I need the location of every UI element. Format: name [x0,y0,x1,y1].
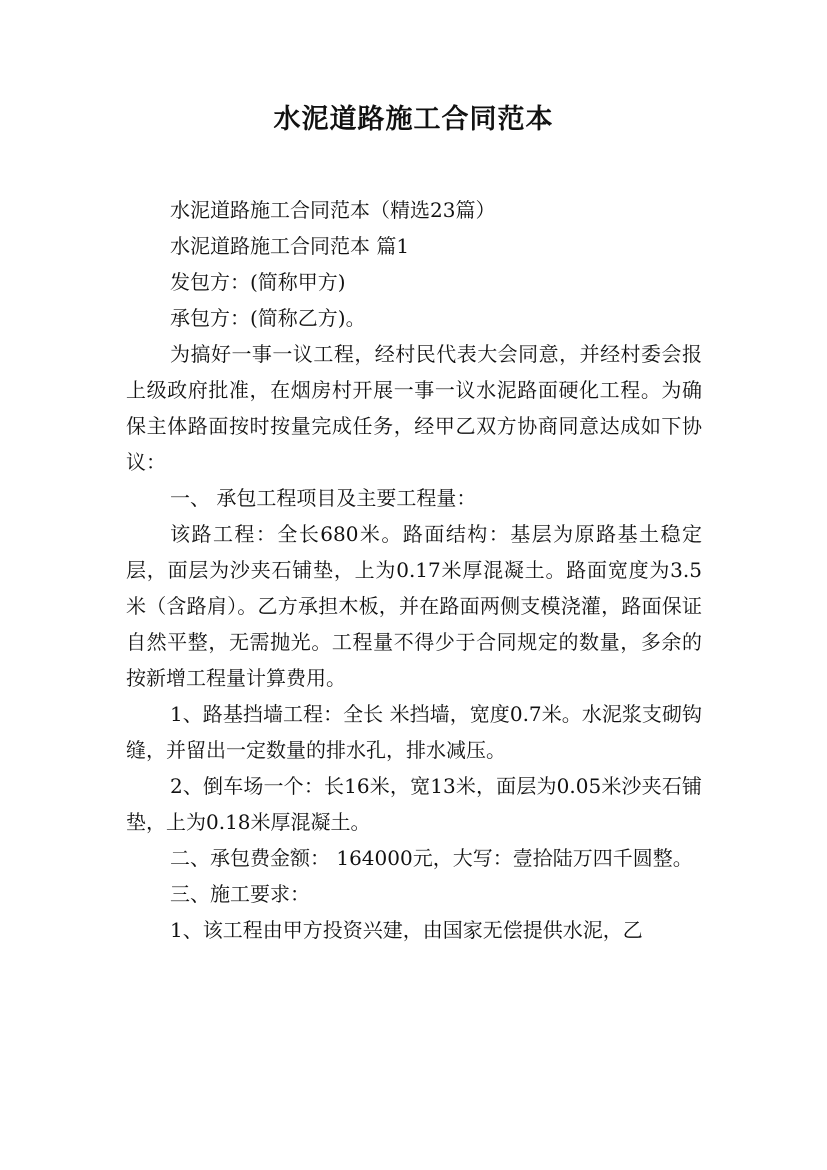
paragraph-road-spec: 该路工程：全长680米。路面结构：基层为原路基土稳定层，面层为沙夹石铺垫，上为0.17米厚混凝土。路面宽度为3.5米（含路肩）。乙方承担木板，并在路面两侧支模浇灌，路面保证自然平整，无需抛光。工程量不得少于合同规定的数量，多余的按新增工程量计算费用。 [126,522,702,690]
paragraph-contract-amount: 二、承包费金额： 164000元，大写：壹拾陆万四千圆整。 [170,846,693,870]
paragraph-retaining-wall: 1、路基挡墙工程：全长 米挡墙，宽度0.7米。水泥浆支砌钩缝，并留出一定数量的排水孔，排水减压。 [126,702,702,762]
paragraph-party-a: 发包方：(简称甲方) [170,270,346,294]
paragraph-party-b: 承包方：(简称乙方)。 [170,306,366,330]
paragraph-intro: 为搞好一事一议工程，经村民代表大会同意，并经村委会报上级政府批准，在烟房村开展一事一议水泥路面硬化工程。为确保主体路面按时按量完成任务，经甲乙双方协商同意达成如下协议： [126,342,702,474]
paragraph-construction-req-1: 1、该工程由甲方投资兴建，由国家无偿提供水泥，乙 [170,918,643,942]
paragraph-subtitle: 水泥道路施工合同范本（精选23篇） [170,198,496,222]
paragraph-section-heading: 水泥道路施工合同范本 篇1 [170,234,410,258]
paragraph-clause-1-heading: 一、 承包工程项目及主要工程量： [170,486,477,510]
paragraph-clause-3-heading: 三、施工要求： [170,882,310,906]
paragraph-turnaround: 2、倒车场一个：长16米，宽13米，面层为0.05米沙夹石铺垫，上为0.18米厚混凝土。 [126,774,702,834]
document-title: 水泥道路施工合同范本 [273,104,554,135]
document-body [126,192,702,948]
